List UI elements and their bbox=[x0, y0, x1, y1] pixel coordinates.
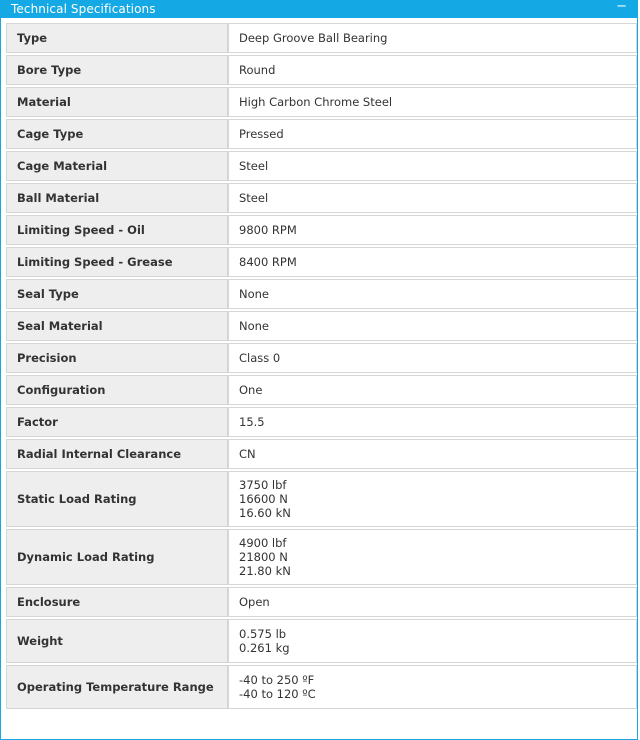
spec-label: Factor bbox=[6, 407, 228, 437]
table-row bbox=[6, 183, 637, 213]
spec-value: None bbox=[228, 279, 637, 309]
spec-value-line: 0.575 lb bbox=[239, 627, 287, 641]
spec-label: Type bbox=[6, 23, 228, 53]
table-row bbox=[6, 471, 637, 527]
table-row bbox=[6, 311, 637, 341]
table-row bbox=[6, 439, 637, 469]
spec-label: Limiting Speed - Grease bbox=[6, 247, 228, 277]
spec-value-line: 0.261 kg bbox=[239, 641, 290, 655]
table-row bbox=[6, 87, 637, 117]
table-row bbox=[6, 23, 637, 53]
spec-value-multiline bbox=[228, 471, 637, 527]
spec-label: Ball Material bbox=[6, 183, 228, 213]
table-row bbox=[6, 343, 637, 373]
table-row bbox=[6, 587, 637, 617]
table-row bbox=[6, 529, 637, 585]
spec-label: Cage Type bbox=[6, 119, 228, 149]
specifications-table bbox=[6, 21, 637, 711]
spec-label: Dynamic Load Rating bbox=[6, 529, 228, 585]
spec-label: Seal Material bbox=[6, 311, 228, 341]
spec-value: Pressed bbox=[228, 119, 637, 149]
spec-value-multiline bbox=[228, 665, 637, 709]
collapse-icon[interactable]: − bbox=[616, 0, 627, 14]
table-row bbox=[6, 279, 637, 309]
table-row bbox=[6, 55, 637, 85]
spec-value: Class 0 bbox=[228, 343, 637, 373]
panel-title: Technical Specifications bbox=[11, 2, 156, 16]
spec-label: Precision bbox=[6, 343, 228, 373]
spec-value: 9800 RPM bbox=[228, 215, 637, 245]
table-row bbox=[6, 619, 637, 663]
spec-value-multiline bbox=[228, 619, 637, 663]
spec-value: 15.5 bbox=[228, 407, 637, 437]
spec-value-multiline bbox=[228, 529, 637, 585]
spec-value-line: 16600 N bbox=[239, 492, 288, 506]
spec-value-line: 16.60 kN bbox=[239, 506, 291, 520]
spec-value: None bbox=[228, 311, 637, 341]
table-row bbox=[6, 407, 637, 437]
table-row bbox=[6, 215, 637, 245]
spec-value: Deep Groove Ball Bearing bbox=[228, 23, 637, 53]
spec-value-line: -40 to 120 ºC bbox=[239, 687, 316, 701]
spec-value-line: 4900 lbf bbox=[239, 536, 287, 550]
spec-label: Operating Temperature Range bbox=[6, 665, 228, 709]
spec-value: Steel bbox=[228, 183, 637, 213]
spec-label: Limiting Speed - Oil bbox=[6, 215, 228, 245]
spec-value: 8400 RPM bbox=[228, 247, 637, 277]
spec-value: CN bbox=[228, 439, 637, 469]
spec-label: Configuration bbox=[6, 375, 228, 405]
table-row bbox=[6, 665, 637, 709]
spec-label: Radial Internal Clearance bbox=[6, 439, 228, 469]
table-row bbox=[6, 375, 637, 405]
table-row bbox=[6, 247, 637, 277]
spec-value-line: 21.80 kN bbox=[239, 564, 291, 578]
spec-label: Cage Material bbox=[6, 151, 228, 181]
spec-label: Weight bbox=[6, 619, 228, 663]
spec-value-line: -40 to 250 ºF bbox=[239, 673, 315, 687]
spec-label: Static Load Rating bbox=[6, 471, 228, 527]
spec-label: Seal Type bbox=[6, 279, 228, 309]
spec-label: Material bbox=[6, 87, 228, 117]
spec-value: Open bbox=[228, 587, 637, 617]
spec-value: Steel bbox=[228, 151, 637, 181]
panel-header[interactable] bbox=[1, 0, 637, 18]
spec-value-line: 3750 lbf bbox=[239, 478, 287, 492]
spec-label: Enclosure bbox=[6, 587, 228, 617]
spec-value-line: 21800 N bbox=[239, 550, 288, 564]
spec-label: Bore Type bbox=[6, 55, 228, 85]
table-row bbox=[6, 151, 637, 181]
spec-value: One bbox=[228, 375, 637, 405]
table-row bbox=[6, 119, 637, 149]
spec-value: Round bbox=[228, 55, 637, 85]
spec-value: High Carbon Chrome Steel bbox=[228, 87, 637, 117]
